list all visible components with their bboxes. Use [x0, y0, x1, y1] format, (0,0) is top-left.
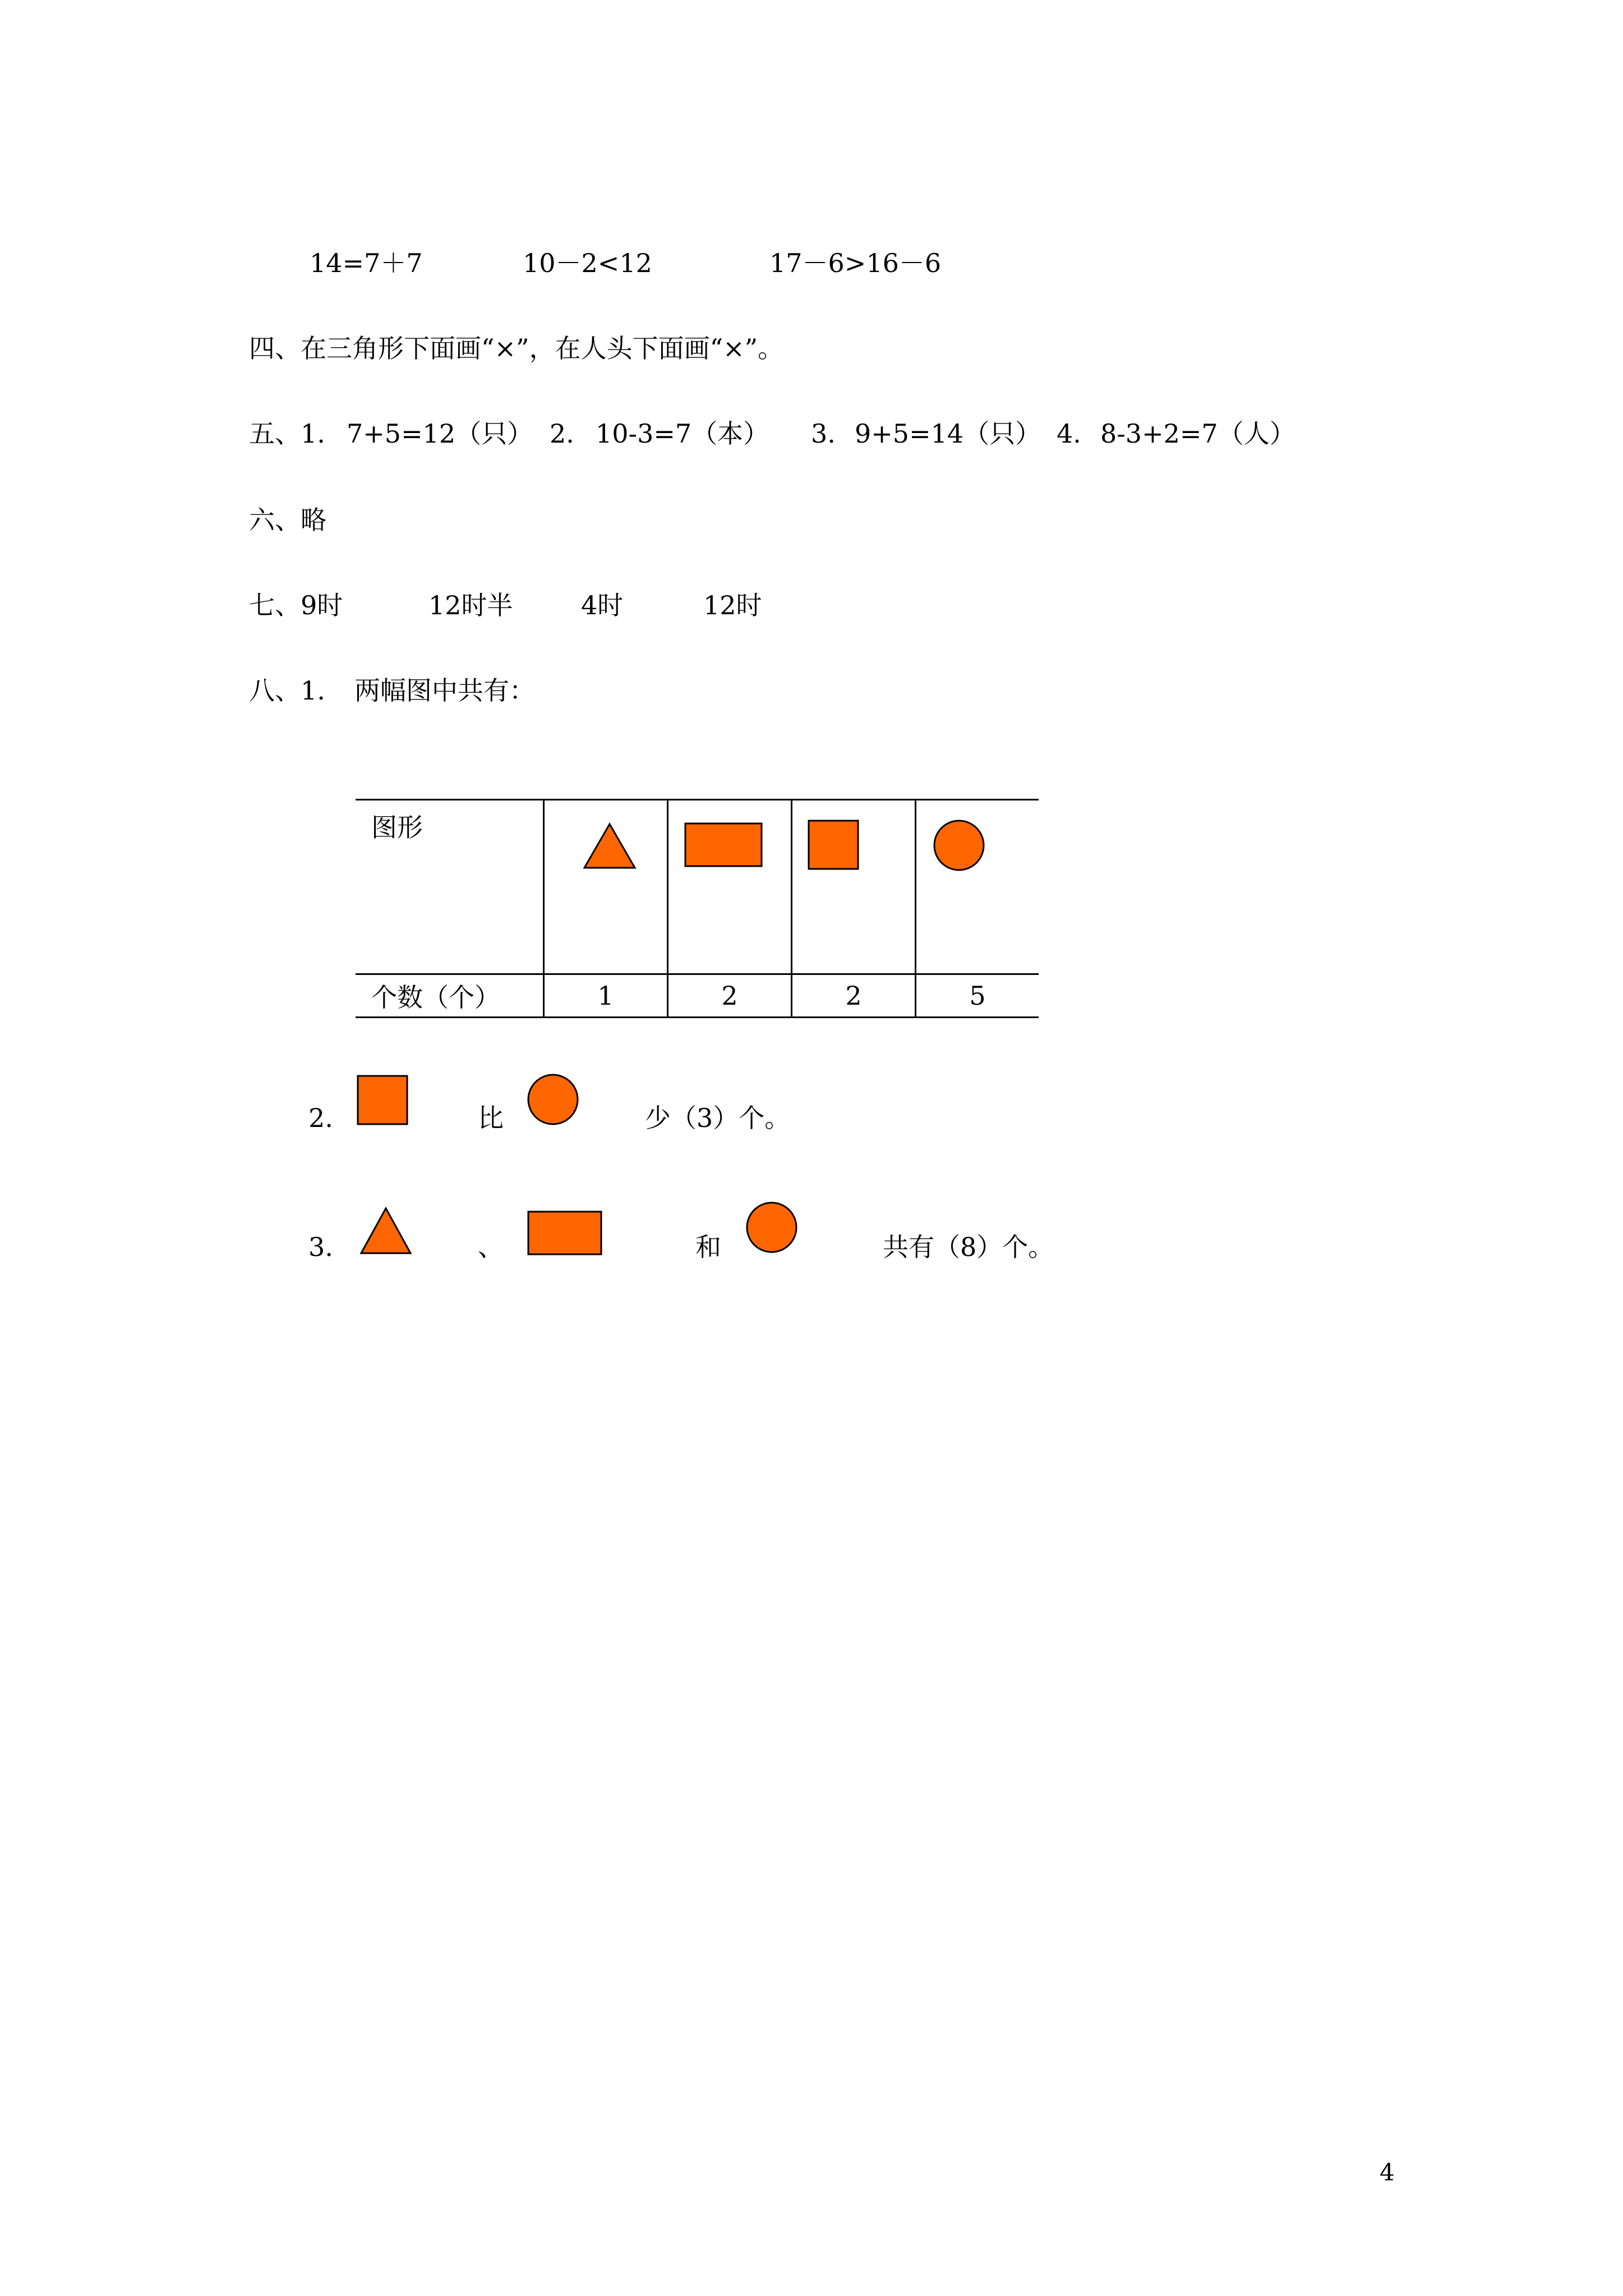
- equation-1: 14=7＋7: [310, 248, 423, 278]
- section-7-answer-1: 七、9时: [249, 590, 343, 620]
- q2-tail: 少（3）个。: [645, 1103, 791, 1133]
- section-5-no-3: 3.: [811, 418, 836, 449]
- q3-tail: 共有（8）个。: [883, 1232, 1054, 1262]
- table-cell-circle: [916, 800, 1039, 974]
- section-5-answer-2: 10-3=7（本）: [596, 418, 769, 449]
- section-5-prefix: 五、1.: [249, 418, 325, 449]
- q3-he: 和: [695, 1232, 721, 1262]
- q2-number: 2.: [308, 1103, 333, 1133]
- equation-2: 10－2<12: [523, 248, 652, 278]
- q3-number: 3.: [308, 1232, 333, 1262]
- section-5-answer-4: 8-3+2=7（人）: [1100, 418, 1295, 449]
- table-row-counts: [356, 974, 1039, 1018]
- table-count-triangle: 1: [544, 974, 668, 1018]
- section-8-prefix: 八、1.: [249, 675, 325, 706]
- q2-bi: 比: [478, 1103, 504, 1133]
- q3-rectangle-shape: [526, 1209, 603, 1257]
- section-7-answer-2: 12时半: [428, 590, 513, 620]
- rectangle-shape: [668, 800, 791, 879]
- circle-shape: [916, 800, 1039, 879]
- table-count-circle: 5: [916, 974, 1039, 1018]
- section-5-answer-1: 7+5=12（只）: [347, 418, 533, 449]
- section-8-text: 两幅图中共有：: [354, 675, 535, 706]
- section-5-no-2: 2.: [550, 418, 574, 449]
- table-header-cell: [356, 800, 544, 974]
- q3-separator: 、: [478, 1232, 504, 1262]
- table-count-square: 2: [792, 974, 916, 1018]
- section-6: 六、略: [249, 505, 326, 535]
- triangle-shape: [545, 800, 667, 879]
- table-count-label-cell: [356, 974, 544, 1018]
- shape-count-table: [356, 799, 1039, 1018]
- table-count-label: 个数（个）: [371, 982, 500, 1013]
- table-count-rectangle: 2: [668, 974, 792, 1018]
- q3-circle-shape: [745, 1200, 799, 1254]
- section-5-no-4: 4.: [1057, 418, 1081, 449]
- page-number: 4: [1380, 2159, 1395, 2186]
- table-cell-rectangle: [668, 800, 792, 974]
- q2-circle-shape: [526, 1073, 580, 1126]
- table-cell-triangle: [544, 800, 668, 974]
- q2-square-shape: [356, 1074, 409, 1126]
- table-cell-square: [792, 800, 916, 974]
- section-4: 四、在三角形下面画“×”，在人头下面画“×”。: [249, 333, 784, 364]
- section-7-answer-3: 4时: [581, 590, 624, 620]
- q3-triangle-shape: [359, 1205, 413, 1255]
- table-row-shapes: [356, 800, 1039, 974]
- section-5-answer-3: 9+5=14（只）: [855, 418, 1041, 449]
- equation-3: 17－6>16－6: [769, 248, 942, 278]
- square-shape: [792, 800, 915, 879]
- table-header-label: 图形: [371, 812, 423, 843]
- section-7-answer-4: 12时: [703, 590, 762, 620]
